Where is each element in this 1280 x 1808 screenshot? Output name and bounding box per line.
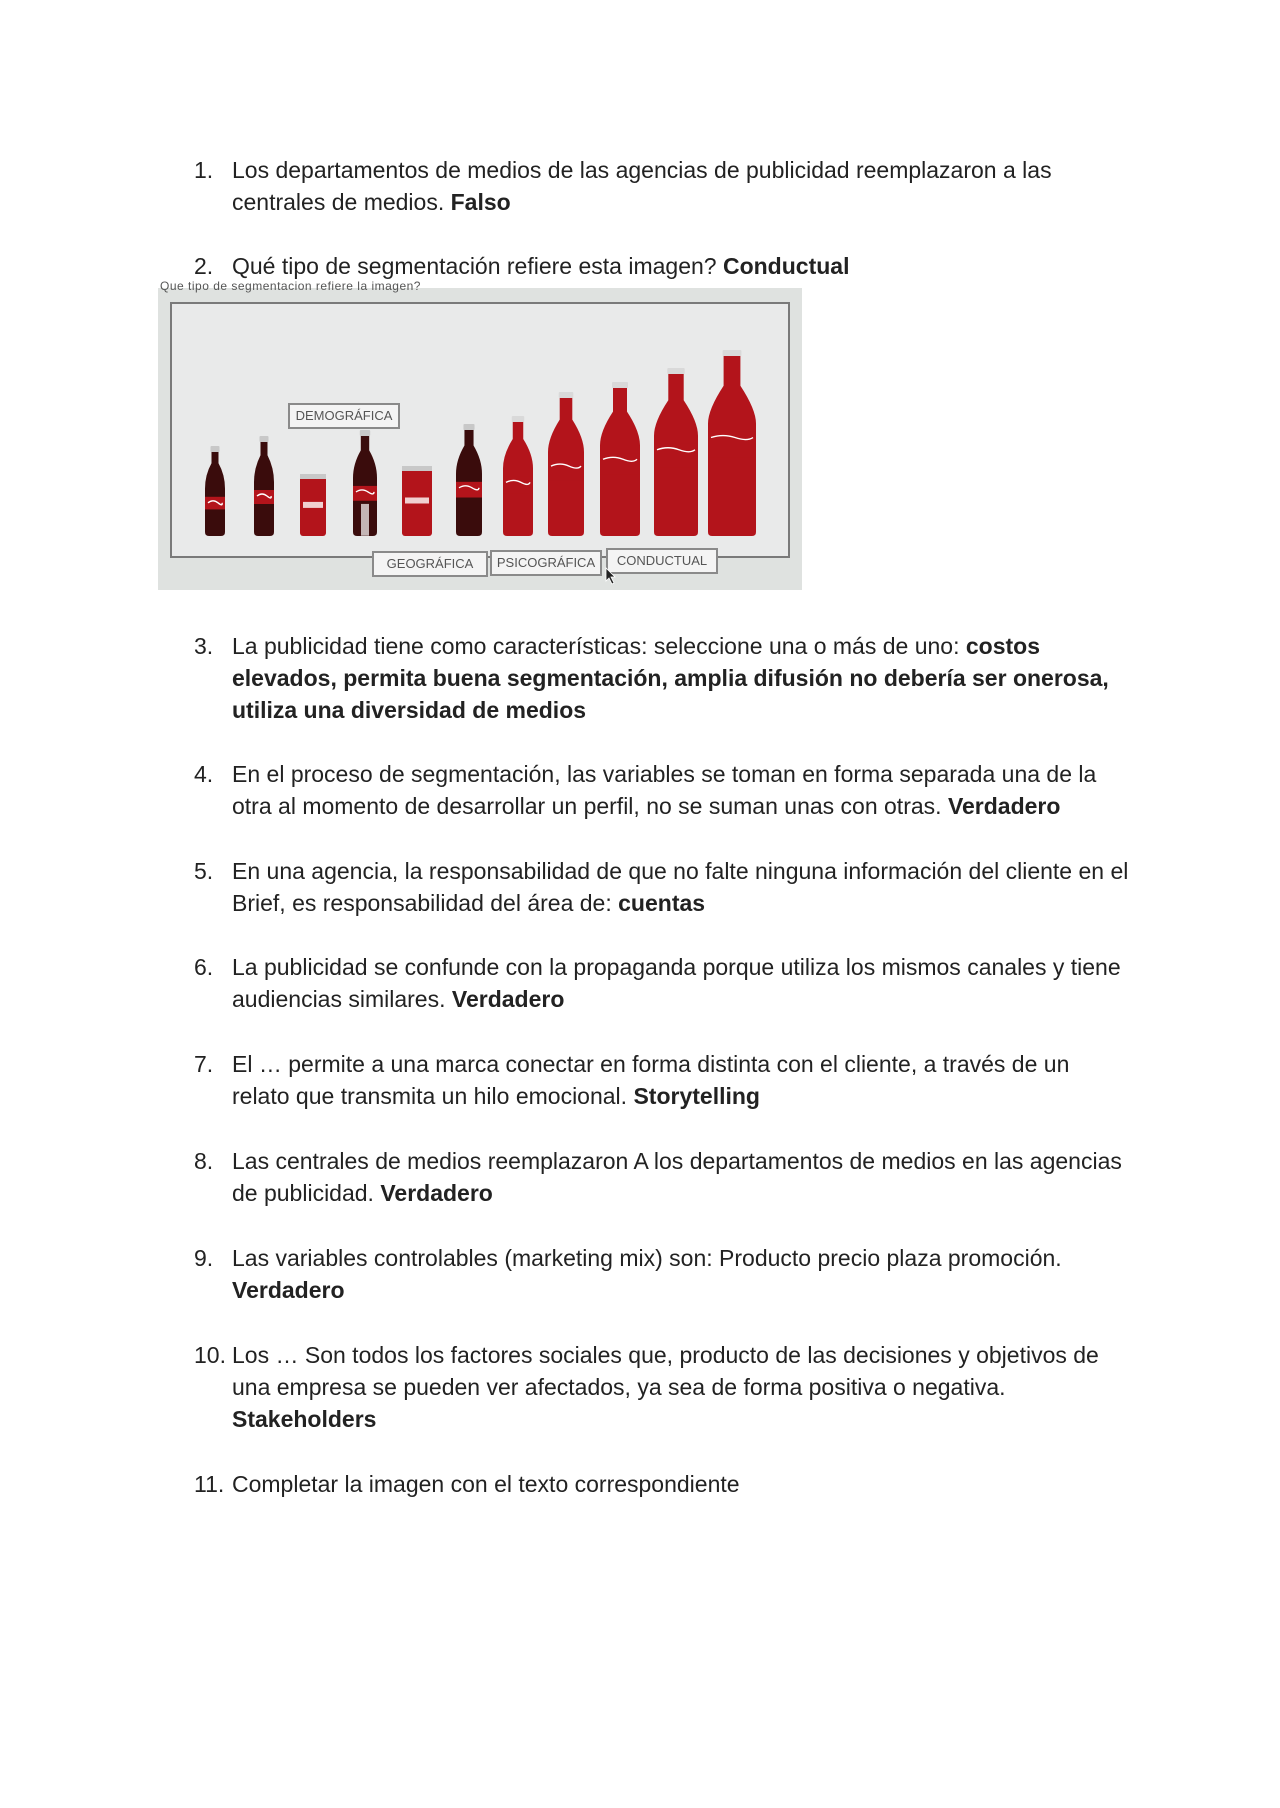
question-answer: Verdadero	[947, 793, 1061, 819]
coke-item-2	[254, 436, 274, 536]
question-answer: cuentas	[618, 890, 706, 916]
label-conductual: CONDUCTUAL	[606, 548, 718, 574]
coca-cola-bottles-illustration	[158, 288, 802, 590]
question-answer: costos elevados, permita buena segmentación, amplia difusión no debería ser onerosa, utiliza una diversidad de medios	[232, 633, 1109, 723]
question-number: 7.	[194, 1051, 214, 1077]
question-6	[194, 951, 1132, 1015]
question-number: 10.	[194, 1342, 226, 1368]
question-text: Los departamentos de medios de las agencias de publicidad reemplazaron a las centrales de medios.	[232, 157, 1052, 215]
question-number: 3.	[194, 633, 214, 659]
question-9	[194, 1242, 1132, 1306]
question-number: 9.	[194, 1245, 214, 1271]
coke-item-7	[503, 416, 533, 536]
coke-item-5	[402, 466, 432, 536]
label-psicografica: PSICOGRÁFICA	[490, 550, 602, 576]
question-1	[194, 154, 1132, 218]
question-text: La publicidad tiene como características: seleccione una o más de uno:	[232, 633, 966, 659]
question-4	[194, 758, 1132, 822]
question-answer: Verdadero	[380, 1180, 493, 1206]
question-text: Las variables controlables (marketing mix) son: Producto precio plaza promoción.	[232, 1245, 1062, 1271]
coke-item-1	[205, 446, 225, 536]
figure-caption: Que tipo de segmentacion refiere la imagen?	[160, 279, 421, 293]
question-text: Los … Son todos los factores sociales que, producto de las decisiones y objetivos de una empresa se pueden ver afectados, ya sea de forma positiva o negativa.	[232, 1342, 1099, 1400]
question-8	[194, 1145, 1132, 1209]
question-number: 5.	[194, 858, 214, 884]
question-answer: Storytelling	[633, 1083, 760, 1109]
question-answer: Verdadero	[232, 1277, 345, 1303]
label-geografica: GEOGRÁFICA	[372, 551, 488, 577]
question-3	[194, 630, 1132, 726]
mouse-cursor-icon	[605, 567, 617, 585]
coke-item-11	[708, 350, 756, 536]
question-answer: Falso	[450, 189, 511, 215]
question-answer: Stakeholders	[232, 1406, 377, 1432]
question-number: 8.	[194, 1148, 214, 1174]
question-7	[194, 1048, 1132, 1112]
question-answer: Verdadero	[451, 986, 565, 1012]
coke-item-9	[600, 382, 640, 536]
label-demografica: DEMOGRÁFICA	[288, 403, 400, 429]
question-text: En una agencia, la responsabilidad de que no falte ninguna información del cliente en el Brief, es responsabilidad del área de:	[232, 858, 1129, 916]
question-text: Completar la imagen con el texto correspondiente	[232, 1471, 740, 1497]
segmentation-figure	[158, 279, 802, 590]
question-text: Las centrales de medios reemplazaron A los departamentos de medios en las agencias de publicidad.	[232, 1148, 1122, 1206]
question-number: 2.	[194, 253, 214, 279]
question-text: La publicidad se confunde con la propaganda porque utiliza los mismos canales y tiene audiencias similares.	[232, 954, 1121, 1012]
question-text: El … permite a una marca conectar en forma distinta con el cliente, a través de un relato que transmita un hilo emocional.	[232, 1051, 1070, 1109]
question-number: 4.	[194, 761, 214, 787]
coke-item-8	[548, 392, 584, 536]
question-11	[194, 1468, 1132, 1500]
coke-item-10	[654, 368, 698, 536]
coke-item-6	[456, 424, 482, 536]
question-5	[194, 855, 1132, 919]
question-number: 1.	[194, 157, 214, 183]
question-answer: Conductual	[722, 253, 850, 279]
coke-item-4	[353, 430, 377, 536]
question-text: Qué tipo de segmentación refiere esta imagen?	[232, 253, 723, 279]
question-number: 11.	[194, 1471, 225, 1497]
question-10	[194, 1339, 1132, 1435]
question-text: En el proceso de segmentación, las variables se toman en forma separada una de la otra al momento de desarrollar un perfil, no se suman unas con otras.	[232, 761, 1097, 819]
coke-item-3	[300, 474, 326, 536]
question-number: 6.	[194, 954, 214, 980]
question-2	[194, 250, 1132, 282]
